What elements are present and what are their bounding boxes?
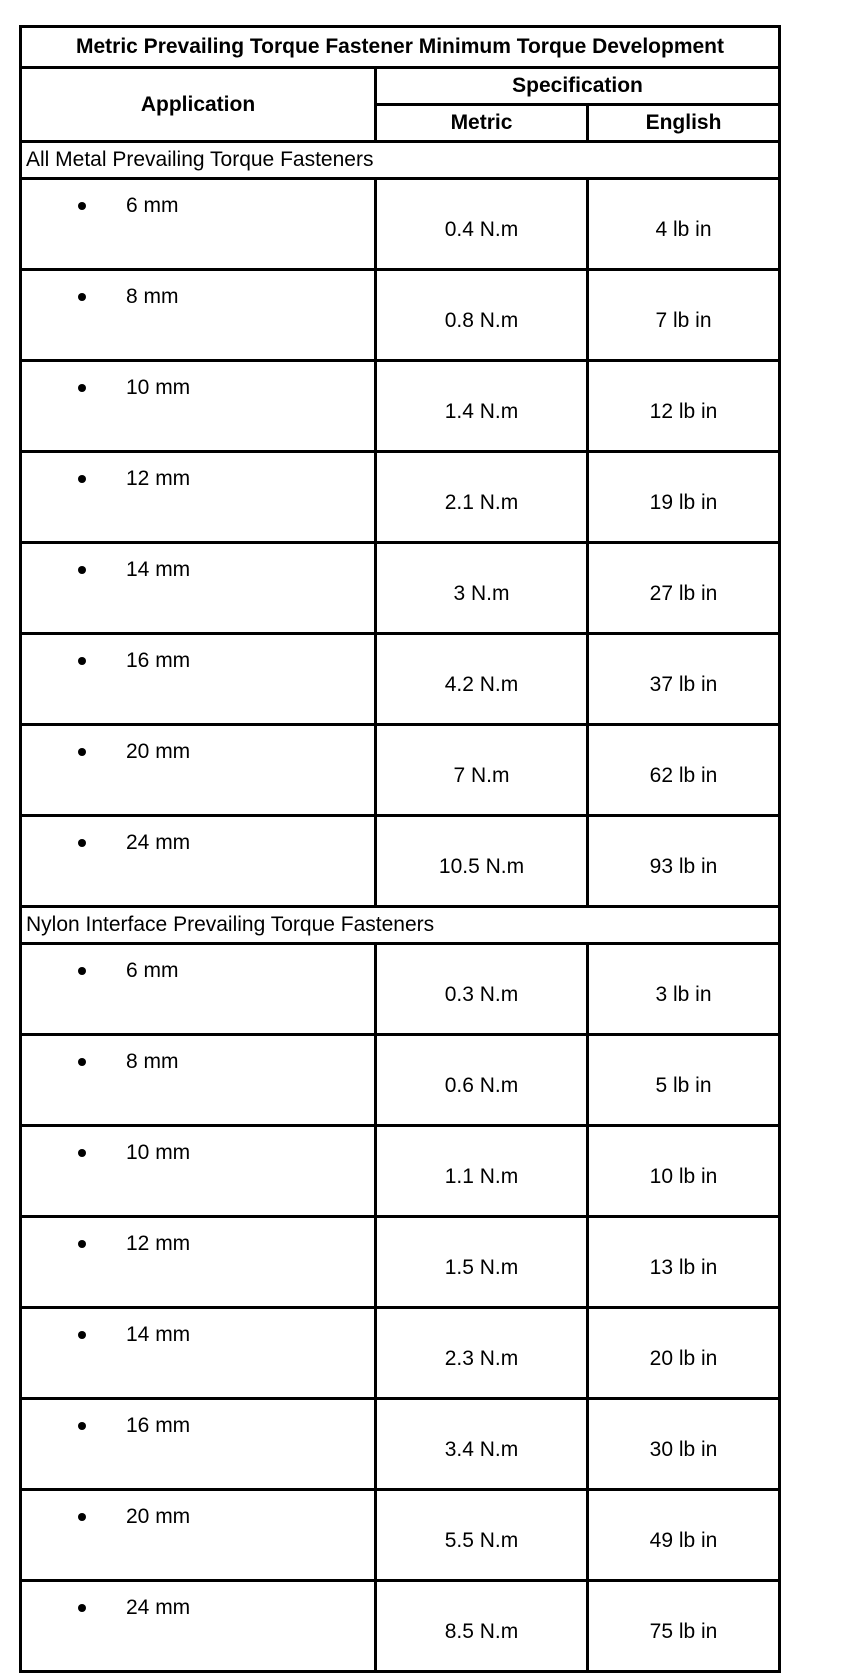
english-value: 4 lb in: [588, 179, 780, 270]
bullet-icon: [78, 293, 86, 301]
metric-value: 0.6 N.m: [376, 1035, 588, 1126]
bullet-icon: [78, 1422, 86, 1430]
bullet-icon: [78, 202, 86, 210]
fastener-size: 24 mm: [126, 1596, 191, 1619]
table-row: [21, 452, 780, 543]
english-value: 37 lb in: [588, 634, 780, 725]
section-row: [21, 907, 780, 944]
fastener-size: 20 mm: [126, 1505, 191, 1528]
fastener-size: 10 mm: [126, 376, 191, 399]
application-cell: [21, 361, 376, 452]
table-row: [21, 1490, 780, 1581]
table-row: [21, 1308, 780, 1399]
table-row: [21, 270, 780, 361]
fastener-size: 8 mm: [126, 1050, 179, 1073]
application-cell: [21, 634, 376, 725]
metric-value: 1.5 N.m: [376, 1217, 588, 1308]
application-cell: [21, 816, 376, 907]
table-body: [21, 27, 780, 1672]
fastener-size: 24 mm: [126, 831, 191, 854]
header-metric: Metric: [376, 105, 588, 142]
fastener-size: 14 mm: [126, 558, 191, 581]
english-value: 93 lb in: [588, 816, 780, 907]
english-value: 30 lb in: [588, 1399, 780, 1490]
fastener-size: 10 mm: [126, 1141, 191, 1164]
table-row: [21, 944, 780, 1035]
metric-value: 0.8 N.m: [376, 270, 588, 361]
table-row: [21, 816, 780, 907]
application-cell: [21, 270, 376, 361]
bullet-icon: [78, 657, 86, 665]
table-row: [21, 543, 780, 634]
application-cell: [21, 452, 376, 543]
table-row: [21, 1126, 780, 1217]
metric-value: 5.5 N.m: [376, 1490, 588, 1581]
fastener-size: 20 mm: [126, 740, 191, 763]
header-specification: Specification: [376, 68, 780, 105]
english-value: 13 lb in: [588, 1217, 780, 1308]
table-row: [21, 1581, 780, 1672]
application-cell: [21, 1308, 376, 1399]
metric-value: 4.2 N.m: [376, 634, 588, 725]
metric-value: 8.5 N.m: [376, 1581, 588, 1672]
english-value: 19 lb in: [588, 452, 780, 543]
fastener-size: 6 mm: [126, 959, 179, 982]
bullet-icon: [78, 1513, 86, 1521]
fastener-size: 16 mm: [126, 1414, 191, 1437]
metric-value: 0.4 N.m: [376, 179, 588, 270]
bullet-icon: [78, 384, 86, 392]
application-cell: [21, 1581, 376, 1672]
bullet-icon: [78, 1604, 86, 1612]
application-cell: [21, 1035, 376, 1126]
section-row: [21, 142, 780, 179]
table-row: [21, 634, 780, 725]
bullet-icon: [78, 1058, 86, 1066]
metric-value: 10.5 N.m: [376, 816, 588, 907]
bullet-icon: [78, 1331, 86, 1339]
english-value: 10 lb in: [588, 1126, 780, 1217]
table-row: [21, 725, 780, 816]
metric-value: 2.1 N.m: [376, 452, 588, 543]
bullet-icon: [78, 1240, 86, 1248]
torque-spec-table: [19, 25, 781, 1673]
english-value: 3 lb in: [588, 944, 780, 1035]
metric-value: 3 N.m: [376, 543, 588, 634]
fastener-size: 16 mm: [126, 649, 191, 672]
english-value: 62 lb in: [588, 725, 780, 816]
application-cell: [21, 1126, 376, 1217]
bullet-icon: [78, 748, 86, 756]
section-label: Nylon Interface Prevailing Torque Fasteners: [21, 907, 780, 944]
bullet-icon: [78, 839, 86, 847]
table-row: [21, 179, 780, 270]
english-value: 49 lb in: [588, 1490, 780, 1581]
header-english: English: [588, 105, 780, 142]
table-row: [21, 1217, 780, 1308]
metric-value: 1.4 N.m: [376, 361, 588, 452]
application-cell: [21, 944, 376, 1035]
metric-value: 7 N.m: [376, 725, 588, 816]
application-cell: [21, 1399, 376, 1490]
title-row: [21, 27, 780, 68]
bullet-icon: [78, 475, 86, 483]
application-cell: [21, 1217, 376, 1308]
english-value: 27 lb in: [588, 543, 780, 634]
english-value: 20 lb in: [588, 1308, 780, 1399]
table-row: [21, 1035, 780, 1126]
application-cell: [21, 543, 376, 634]
fastener-size: 8 mm: [126, 285, 179, 308]
bullet-icon: [78, 1149, 86, 1157]
english-value: 7 lb in: [588, 270, 780, 361]
application-cell: [21, 179, 376, 270]
metric-value: 3.4 N.m: [376, 1399, 588, 1490]
fastener-size: 6 mm: [126, 194, 179, 217]
application-cell: [21, 725, 376, 816]
table-title: Metric Prevailing Torque Fastener Minimum Torque Development: [21, 27, 780, 68]
bullet-icon: [78, 566, 86, 574]
metric-value: 2.3 N.m: [376, 1308, 588, 1399]
section-label: All Metal Prevailing Torque Fasteners: [21, 142, 780, 179]
metric-value: 1.1 N.m: [376, 1126, 588, 1217]
english-value: 12 lb in: [588, 361, 780, 452]
header-application: Application: [21, 68, 376, 142]
english-value: 5 lb in: [588, 1035, 780, 1126]
fastener-size: 12 mm: [126, 1232, 191, 1255]
table-row: [21, 361, 780, 452]
metric-value: 0.3 N.m: [376, 944, 588, 1035]
table-row: [21, 1399, 780, 1490]
application-cell: [21, 1490, 376, 1581]
fastener-size: 14 mm: [126, 1323, 191, 1346]
header-row: [21, 68, 780, 105]
bullet-icon: [78, 967, 86, 975]
fastener-size: 12 mm: [126, 467, 191, 490]
english-value: 75 lb in: [588, 1581, 780, 1672]
